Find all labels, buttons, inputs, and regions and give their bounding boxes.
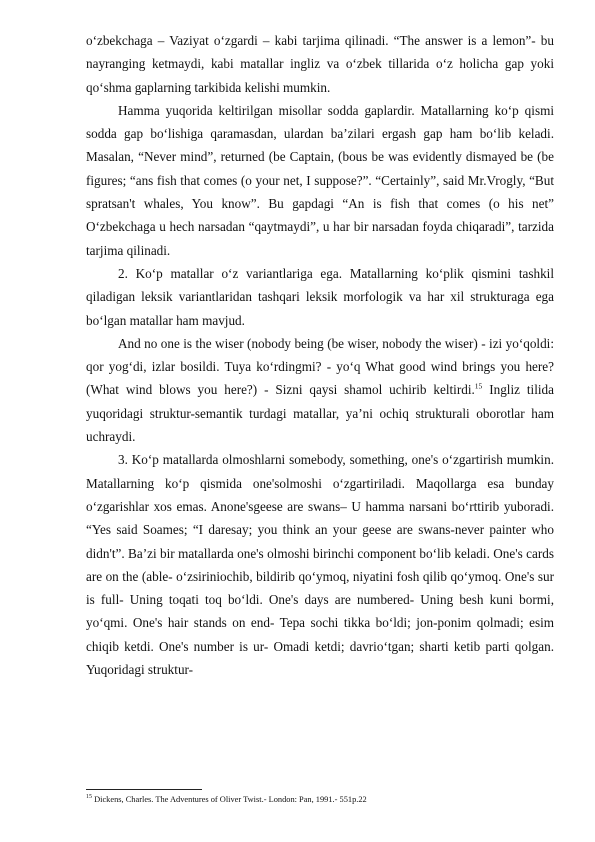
footnote-reference[interactable]: 15 [474, 382, 483, 392]
footnote-divider [86, 789, 202, 790]
paragraph-continuation: o‘zbekchaga – Vaziyat o‘zgardi – kabi tarjima qilinadi. “The answer is a lemon”- bu nayranging ketmaydi, kabi matallar ingliz va o‘zbek tillarida o‘z holicha gap yoki qo‘shma gaplarning tarkibida kelishi mumkin. [86, 33, 554, 95]
paragraph-simple-sentences: Hamma yuqorida keltirilgan misollar sodda gaplardir. Matallarning ko‘p qismi sodda gap bo‘lishiga qaramasdan, ulardan ba’zilari ergash gap ham bo‘lib keladi. Masalan, “Never mind”, returned (be Captain, (bous be was evidently dismayed be (be figures; “ans fish that comes (o your net, I suppose?”. “Certainly”, said Mr.Vrogly, “But spratsan't whales, You know”. Bu gapdagi “An is fish that comes (o his net” O‘zbekchaga u hech narsadan “qaytmaydi”, u har bir narsadan foyda chiqaradi”, tarzida tarjima qilinadi. [86, 102, 554, 258]
paragraph-pronouns: 3. Ko‘p matallarda olmoshlarni somebody, something, one's o‘zgartirish mumkin. Matallarning ko‘p qismida one'solmoshi o‘zgartiriladi. Maqollarga esa bunday o‘zgarishlar xos emas. Anone'sgeese are swans– U hamma narsani bo‘rttirib yuboradi. “Yes said Soames; “I daresay; you think an your geese are swans-never painter who didn't”. Ba’zi bir matallarda one's olmoshi birinchi component bo‘lib keladi. One's cards are on the (able- o‘zsiriniochib, bildirib qo‘ymoq, niyatini fosh qilib qo‘ymoq. One's sur is full- Uning toqati toq bo‘ldi. One's days are numbered- Uning besh kuni bormi, yo‘qmi. One's hair stands on end- Tepa sochi tikka bo‘ldi; jon-ponim qolmadi; esim chiqib ketdi. One's number is ur- Omadi ketdi; davrio‘tgan; sharti ketib parti qolgan. Yuqoridagi struktur- [86, 452, 554, 678]
footnote [86, 794, 554, 805]
paragraph-variants: 2. Ko‘p matallar o‘z variantlariga ega. Matallarning ko‘plik qismini tashkil qiladigan leksik variantlaridan tashqari leksik morfologik va har xil strukturaga ega bo‘lgan matallar ham mavjud. [86, 265, 554, 328]
footnote-number: 15 [86, 794, 92, 801]
paragraph-text-after: Ingliz tilida yuqoridagi struktur-semantik turdagi matallar, ya’ni ochiq strukturali oborotlar ham uchraydi. [86, 382, 554, 445]
paragraph-open-structure [86, 332, 554, 448]
paragraph-text-before: And no one is the wiser (nobody being (be wiser, nobody the wiser) - izi yo‘qoldi: qor yog‘di, izlar bosildi. Tuya ko‘rdingmi? - yo‘q What good wind brings you here? (What wind blows you here?) - Sizni qaysi shamol uchirib keltirdi. [86, 335, 554, 398]
footnote-text: Dickens, Charles. The Adventures of Oliver Twist.- London: Pan, 1991.- 551p.22 [92, 795, 367, 804]
document-body [86, 29, 554, 681]
